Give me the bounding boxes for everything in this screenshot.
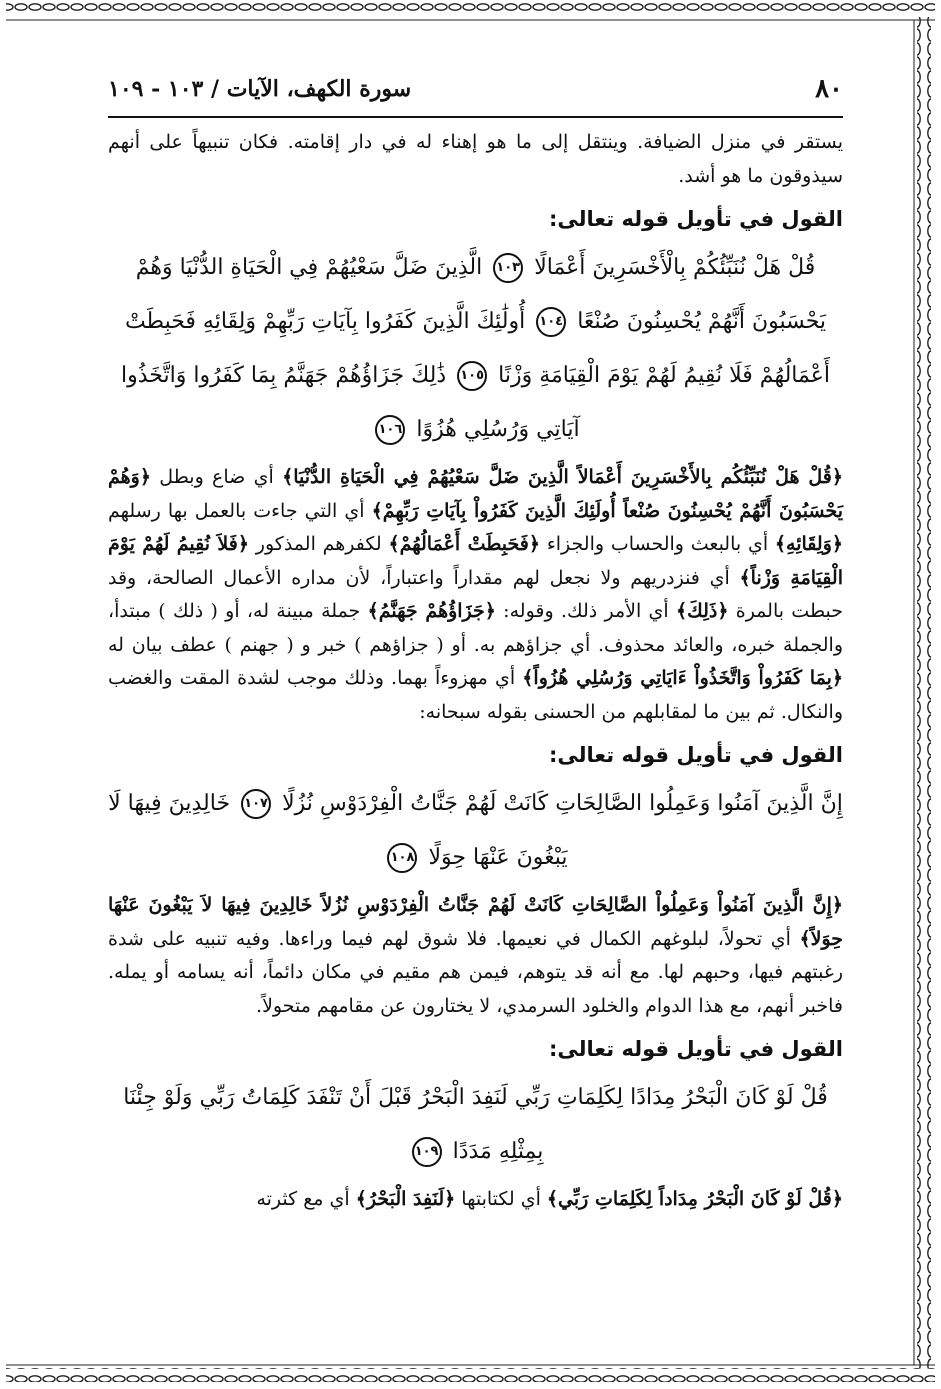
commentary: أي ضاع وبطل — [150, 466, 283, 488]
verse-105: أُولَٰئِكَ الَّذِينَ كَفَرُوا بِآيَاتِ رَبِّهِمْ وَلِقَائِهِ فَحَبِطَتْ أَعْمَالُهُمْ فَلَا نُقِيمُ لَهُمْ يَوْمَ الْقِيَامَةِ وَزْنًا — [124, 309, 830, 388]
verse-number-104: ١٠٤ — [536, 307, 566, 337]
page-number: ٨٠ — [815, 74, 843, 104]
verse-number-108: ١٠٨ — [387, 843, 417, 873]
commentary: أي مع كثرته — [256, 1188, 356, 1210]
verse-number-106: ١٠٦ — [375, 415, 405, 445]
commentary: أي لكتابتها — [455, 1188, 547, 1210]
quote: ﴿فَلاَ نُقِيمُ لَهُمْ يَوْمَ الْقِيَامَةِ وَزْناً﴾ — [108, 533, 843, 589]
verse-number-109: ١٠٩ — [412, 1137, 442, 1167]
commentary: لكفرهم المذكور — [249, 533, 389, 555]
commentary: أي بالبعث والحساب والجزاء — [540, 533, 775, 555]
intro-paragraph: يستقر في منزل الضيافة. وينتقل إلى ما هو إهناء له في دار إقامته. فكان تنبيهاً على أنهم سيذوقون ما هو أشد. — [108, 131, 843, 187]
quote: ﴿إِنَّ الَّذِينَ آمَنُواْ وَعَمِلُواْ الصَّالِحَاتِ كَانَتْ لَهُمْ جَنَّاتُ الْفِرْدَوْسِ نُزُلاً خَالِدِينَ فِيهَا لاَ يَبْغُونَ عَنْهَا حِوَلاً﴾ — [108, 894, 843, 950]
verse-number-105: ١٠٥ — [457, 361, 487, 391]
quote: ﴿وَلِقَائِهِ﴾ — [774, 533, 844, 555]
page-header — [108, 62, 843, 118]
quote: ﴿لَنَفِدَ الْبَحْرُ﴾ — [355, 1188, 456, 1210]
quran-verses-107-108 — [108, 777, 843, 885]
quote: ﴿قُلْ هَلْ نُنَبِّئُكُم بِالأَخْسَرِينَ أَعْمَالاً الَّذِينَ ضَلَّ سَعْيُهُمْ فِي الْحَيَاةِ الدُّنْيَا﴾ — [282, 466, 843, 488]
commentary: أي مهزوءاً بهما. وذلك موجب لشدة المقت والغضب والنكال. ثم بين ما لمقابلهم من الحسنى بقوله سبحانه: — [108, 667, 843, 723]
quran-verses-103-106 — [108, 241, 843, 457]
verse-line — [108, 241, 843, 457]
tafsir-paragraph-3 — [108, 1183, 843, 1217]
quote: ﴿فَحَبِطَتْ أَعْمَالُهُمْ﴾ — [388, 533, 541, 555]
quote: ﴿ذَلِكَ﴾ — [675, 600, 729, 622]
tafsir-paragraph-1 — [108, 461, 843, 729]
section-heading-3: القول في تأويل قوله تعالى: — [549, 1037, 843, 1061]
commentary: أي الأمر ذلك. وقوله: — [495, 600, 676, 622]
tafsir-paragraph-2 — [108, 889, 843, 1023]
verse-104: الَّذِينَ ضَلَّ سَعْيُهُمْ فِي الْحَيَاةِ الدُّنْيَا وَهُمْ يَحْسَبُونَ أَنَّهُمْ يُحْسِنُونَ صُنْعًا — [135, 255, 827, 334]
commentary: جملة مبينة له، أو ( ذلك ) مبتدأ، والجملة خبره، والعائد محذوف. أي جزاؤهم به. أو ( جزاؤهم ) خبر و ( جهنم ) عطف بيان له — [108, 600, 843, 656]
verse-108: خَالِدِينَ فِيهَا لَا يَبْغُونَ عَنْهَا حِوَلًا — [108, 791, 568, 870]
verse-line — [108, 1071, 843, 1179]
verse-109: قُلْ لَوْ كَانَ الْبَحْرُ مِدَادًا لِكَلِمَاتِ رَبِّي لَنَفِدَ الْبَحْرُ قَبْلَ أَنْ تَنْفَدَ كَلِمَاتُ رَبِّي وَلَوْ جِئْنَا بِمِثْلِهِ مَدَدًا — [123, 1085, 828, 1164]
page-content — [108, 62, 843, 1349]
verse-107: إِنَّ الَّذِينَ آمَنُوا وَعَمِلُوا الصَّالِحَاتِ كَانَتْ لَهُمْ جَنَّاتُ الْفِرْدَوْسِ نُزُلًا — [282, 791, 843, 816]
quran-verse-109 — [108, 1071, 843, 1179]
verse-103: قُلْ هَلْ نُنَبِّئُكُمْ بِالْأَخْسَرِينَ أَعْمَالًا — [534, 255, 816, 280]
verse-106: ذَٰلِكَ جَزَاؤُهُمْ جَهَنَّمُ بِمَا كَفَرُوا وَاتَّخَذُوا آيَاتِي وَرُسُلِي هُزُوًا — [121, 363, 580, 442]
quote: ﴿جَزَاؤُهُمْ جَهَنَّمُ﴾ — [367, 600, 496, 622]
commentary: أي تحولاً، لبلوغهم الكمال في نعيمها. فلا شوق لهم فيما وراءها. وفيه تنبيه على شدة رغبتهم فيها، وحبهم لها. مع أنه قد يتوهم، فيمن هم مقيم في مكان دائماً، أنه يسامه أو يمله. فاخبر أنهم، مع هذا الدوام والخلود السرمدي، لا يختارون عن مقامهم متحولاً. — [108, 927, 843, 1017]
quote: ﴿بِمَا كَفَرُواْ وَاتَّخَذُواْ ءَايَاتِي وَرُسُلِي هُزُواً﴾ — [522, 667, 843, 689]
quote: ﴿وَهُمْ يَحْسَبُونَ أَنَّهُمْ يُحْسِنُونَ صُنْعاً أُولَئِكَ الَّذِينَ كَفَرُواْ بِآيَاتِ رَبِّهِمْ﴾ — [108, 466, 843, 522]
section-heading-1: القول في تأويل قوله تعالى: — [549, 207, 843, 231]
quote: ﴿قُلْ لَوْ كَانَ الْبَحْرُ مِدَاداً لِكَلِمَاتِ رَبِّي﴾ — [546, 1188, 843, 1210]
verse-number-103: ١٠٣ — [493, 253, 523, 283]
commentary: أي فنزدريهم ولا نجعل لهم مقداراً واعتباراً، لأن مداره الأعمال الصالحة، وقد حبطت بالمرة — [108, 566, 844, 622]
verse-line — [108, 777, 843, 885]
running-title: سورة الكهف، الآيات / ١٠٣ - ١٠٩ — [108, 76, 412, 102]
verse-number-107: ١٠٧ — [241, 789, 271, 819]
section-heading-2: القول في تأويل قوله تعالى: — [549, 743, 843, 767]
commentary: أي التي جاءت بالعمل بها رسلهم — [108, 499, 372, 522]
